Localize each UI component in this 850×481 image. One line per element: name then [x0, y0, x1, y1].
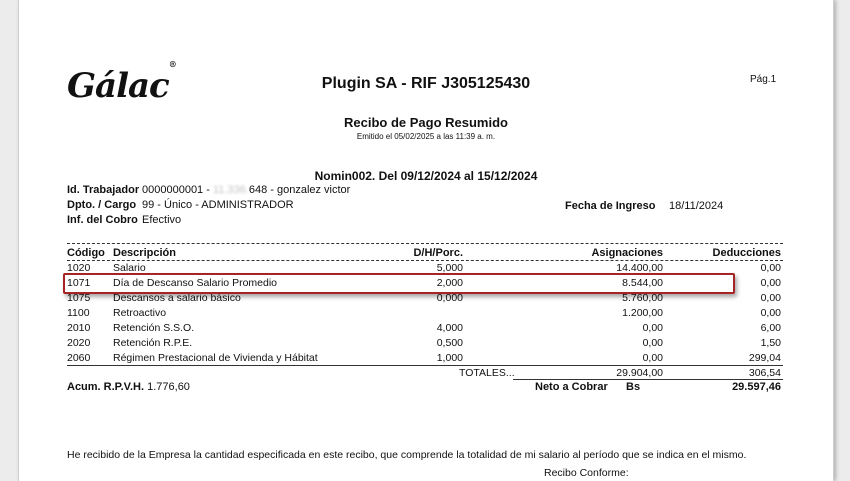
neto-value: 29.597,46	[732, 381, 781, 393]
issued-date: Emitido el 05/02/2025 a las 11:39 a. m.	[356, 132, 496, 141]
total-deducciones: 306,54	[748, 367, 781, 379]
totals-bottom-rule	[513, 379, 783, 380]
receipt-conforme: Recibo Conforme:	[544, 467, 629, 479]
total-asignaciones: 29.904,00	[616, 367, 663, 379]
table-row: 1100 Retroactivo 1.200,00 0,00	[67, 307, 781, 319]
currency-label: Bs	[626, 381, 641, 393]
dept-label: Dpto. / Cargo	[67, 199, 137, 211]
col-header-dh: D/H/Porc.	[413, 247, 463, 259]
hire-date-value: 18/11/2024	[669, 200, 724, 212]
galac-logo: Gálac®	[67, 58, 176, 106]
dept-value: 99 - Único - ADMINISTRADOR	[142, 199, 294, 211]
employee-id-value: 0000000001 - 11.336.648 - gonzalez victor	[142, 184, 351, 196]
col-header-codigo: Código	[67, 247, 105, 259]
table-row: 1020 Salario 5,000 14.400,00 0,00	[67, 262, 781, 274]
header-bottom-rule	[67, 260, 783, 261]
totals-label: TOTALES...	[459, 367, 515, 379]
col-header-deducciones: Deducciones	[712, 247, 781, 259]
table-top-rule	[67, 243, 783, 244]
hire-date-label: Fecha de Ingreso	[565, 200, 656, 212]
col-header-descripcion: Descripción	[113, 247, 176, 259]
payroll-period: Nomin002. Del 09/12/2024 al 15/12/2024	[314, 169, 538, 183]
col-header-asignaciones: Asignaciones	[591, 247, 663, 259]
payment-info-value: Efectivo	[142, 214, 182, 226]
totals-top-rule	[67, 365, 783, 366]
acum-rpvh: Acum. R.P.V.H. 1.776,60	[67, 381, 190, 393]
row-highlight-box	[63, 273, 735, 294]
neto-label: Neto a Cobrar	[535, 381, 608, 393]
document-title: Recibo de Pago Resumido	[344, 115, 508, 130]
table-row: 1075 Descansos a salario básico 0,000 5.760,00 0,00	[67, 292, 781, 304]
table-row: 2020 Retención R.P.E. 0,500 0,00 1,50	[67, 337, 781, 349]
company-title: Plugin SA - RIF J305125430	[321, 75, 531, 92]
redacted-id: 11.336.	[212, 184, 249, 196]
table-row: 2010 Retención S.S.O. 4,000 0,00 6,00	[67, 322, 781, 334]
page-number: Pág.1	[750, 74, 777, 85]
table-row: 2060 Régimen Prestacional de Vivienda y Hábitat 1,000 0,00 299,04	[67, 352, 781, 364]
receipt-statement: He recibido de la Empresa la cantidad especificada en este recibo, que comprende la totalidad de mi salario al período que se indica en el mismo.	[67, 449, 747, 461]
employee-id-label: Id. Trabajador	[67, 184, 140, 196]
receipt-page	[18, 0, 834, 481]
payment-info-label: Inf. del Cobro	[67, 214, 138, 226]
table-row: 1071 Día de Descanso Salario Promedio 2,000 8.544,00 0,00	[67, 277, 781, 289]
